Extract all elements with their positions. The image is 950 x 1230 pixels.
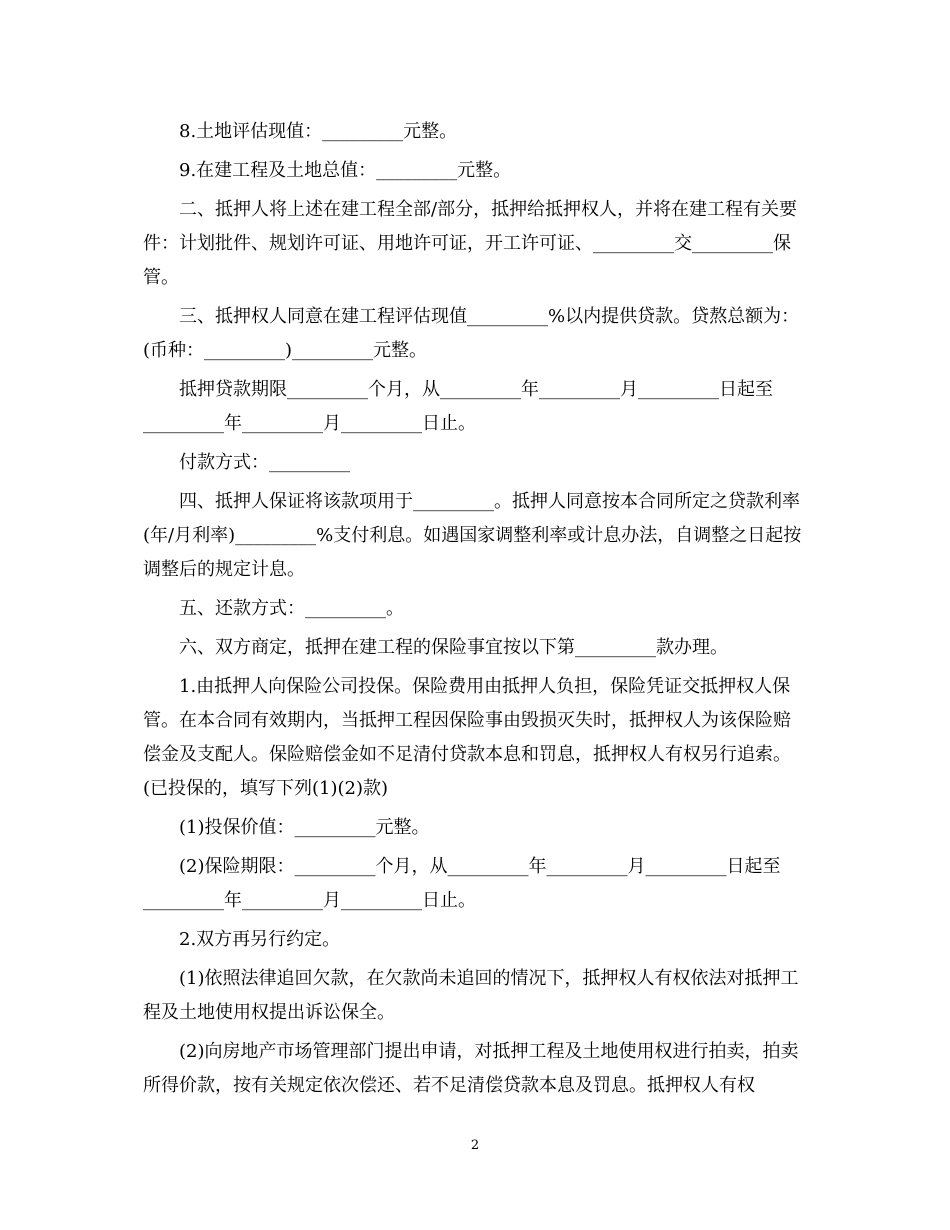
paragraph-total-value: 9.在建工程及土地总值：_________元整。: [179, 160, 512, 181]
paragraph-clause-3: 三、抵押权人同意在建工程评估现值_________%以内提供贷款。贷熬总额为：(币种：_________)_________元整。: [143, 306, 800, 361]
paragraph-insurance-option-2: 2.双方再另行约定。: [179, 929, 341, 950]
paragraph-clause-4: 四、抵押人保证将该款项用于_________。抵押人同意按本合同所定之贷款利率(年/月利率)_________%支付利息。如遇国家调整利率或计息办法，自调整之日起按调整后的规定计息。: [143, 491, 802, 580]
paragraph-clause-2: 二、抵押人将上述在建工程全部/部分，抵押给抵押权人，并将在建工程有关要件：计划批件、规划许可证、用地许可证，开工许可证、_________交_________保管。: [143, 199, 798, 288]
paragraph-payment-method: 付款方式：_________: [179, 452, 350, 473]
paragraph-loan-term: 抵押贷款期限_________个月，从_________年_________月_________日起至_________年_________月_________日止。: [143, 379, 773, 434]
document-body: [143, 115, 807, 1108]
paragraph-clause-6: 六、双方商定，抵押在建工程的保险事宜按以下第_________款办理。: [179, 637, 728, 658]
page-number: 2: [470, 1138, 480, 1153]
paragraph-insurance-option-1: 1.由抵押人向保险公司投保。保险费用由抵押人负担，保险凭证交抵押权人保管。在本合同有效期内，当抵押工程因保险事由毁损灭失时，抵押权人为该保险赔偿金及支配人。保险赔偿金如不足清付贷款本息和罚息，抵押权人有权另行追索。(已投保的，填写下列(1)(2)款): [143, 676, 791, 799]
paragraph-land-valuation: 8.土地评估现值：_________元整。: [179, 121, 458, 142]
paragraph-clause-5: 五、还款方式：_________。: [179, 598, 404, 619]
paragraph-insured-value: (1)投保价值：_________元整。: [179, 817, 430, 838]
paragraph-insurance-period: (2)保险期限：_________个月，从_________年_________月_________日起至_________年_________月_________日止。: [143, 856, 781, 911]
paragraph-auction: (2)向房地产市场管理部门提出申请，对抵押工程及土地使用权进行拍卖，拍卖所得价款，按有关规定依次偿还、若不足清偿贷款本息及罚息。抵押权人有权: [143, 1041, 799, 1096]
paragraph-recovery-lawsuit: (1)依照法律追回欠款，在欠款尚未追回的情况下，抵押权人有权依法对抵押工程及土地使用权提出诉讼保全。: [143, 968, 799, 1023]
